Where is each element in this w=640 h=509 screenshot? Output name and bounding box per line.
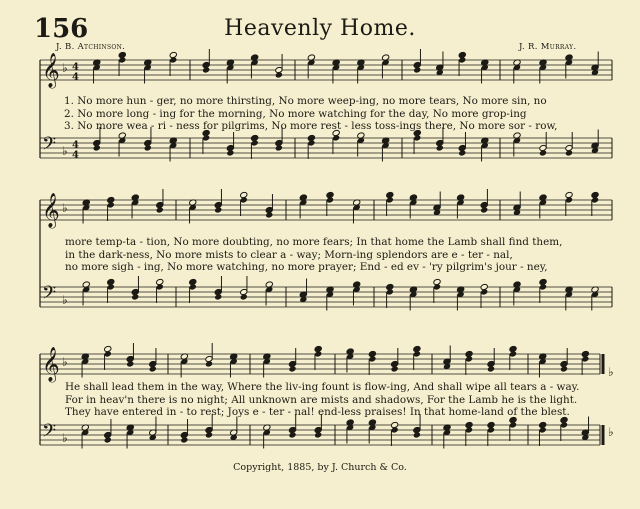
time-signature-icon: 4 — [72, 62, 79, 73]
system-1-flat-icon: ♭ — [62, 61, 68, 75]
svg-text:4: 4 — [72, 150, 79, 161]
lyric-line-s3-v3: They have entered in - to rest; Joys e - ter - nal! end-less praises! In that home-land of the blest. — [65, 406, 570, 418]
lyric-line-s1-v3: 3. No more wea - ri - ness for pilgrims, No more rest - less toss-ings there, No more sor - row, — [64, 120, 558, 132]
svg-text:4: 4 — [72, 72, 79, 83]
page-number: 156 — [34, 14, 89, 44]
lyric-line-s2-v1: more temp-ta - tion, No more doubting, no more fears; In that home the Lamb shall find them, — [65, 236, 563, 248]
svg-text:♭: ♭ — [62, 431, 68, 445]
system-3-flat-icon: ♭ — [62, 355, 68, 369]
system-1-bass-clef-icon: 𝄢 — [42, 134, 57, 159]
system-2-bass-clef-icon: 𝄢 — [42, 283, 57, 308]
svg-text:♭: ♭ — [62, 293, 68, 307]
copyright-notice: Copyright, 1885, by J. Church & Co. — [233, 462, 407, 473]
composer-credit: J. R. Murray. — [519, 42, 577, 52]
svg-text:♭: ♭ — [62, 144, 68, 158]
lyric-line-s1-v1: 1. No more hun - ger, no more thirsting, No more weep-ing, no more tears, No more sin, no — [64, 95, 547, 107]
system-3-treble-clef-icon: 𝄞 — [42, 347, 60, 382]
lyricist-credit: J. B. Atchinson. — [56, 42, 126, 52]
svg-text:4: 4 — [72, 140, 79, 151]
next-key-flat-icon: ♭ — [608, 365, 614, 379]
lyric-line-s3-v2: For in heav'n there is no night; All unknown are mists and shadows, For the Lamb he is the light. — [65, 393, 578, 406]
system-1-treble-clef-icon: 𝄞 — [42, 53, 60, 88]
system-2-treble-clef-icon: 𝄞 — [42, 193, 60, 228]
lyric-line-s2-v3: no more sigh - ing, No more watching, no more prayer; End - ed ev - 'ry pilgrim's jour - ney, — [65, 261, 548, 273]
lyric-line-s1-v2: 2. No more long - ing for the morning, No more watching for the day, No more grop-ing — [64, 107, 527, 120]
svg-text:♭: ♭ — [608, 425, 614, 439]
lyric-line-s3-v1: He shall lead them in the way, Where the liv-ing fount is flow-ing, And shall wipe all tears a - way. — [65, 381, 580, 393]
system-2-flat-icon: ♭ — [62, 201, 68, 215]
hymn-title: Heavenly Home. — [224, 16, 416, 41]
lyric-line-s2-v2: in the dark-ness, No more mists to clear a - way; Morn-ing splendors are e - ter - nal, — [65, 248, 513, 261]
system-3-bass-clef-icon: 𝄢 — [42, 421, 57, 446]
